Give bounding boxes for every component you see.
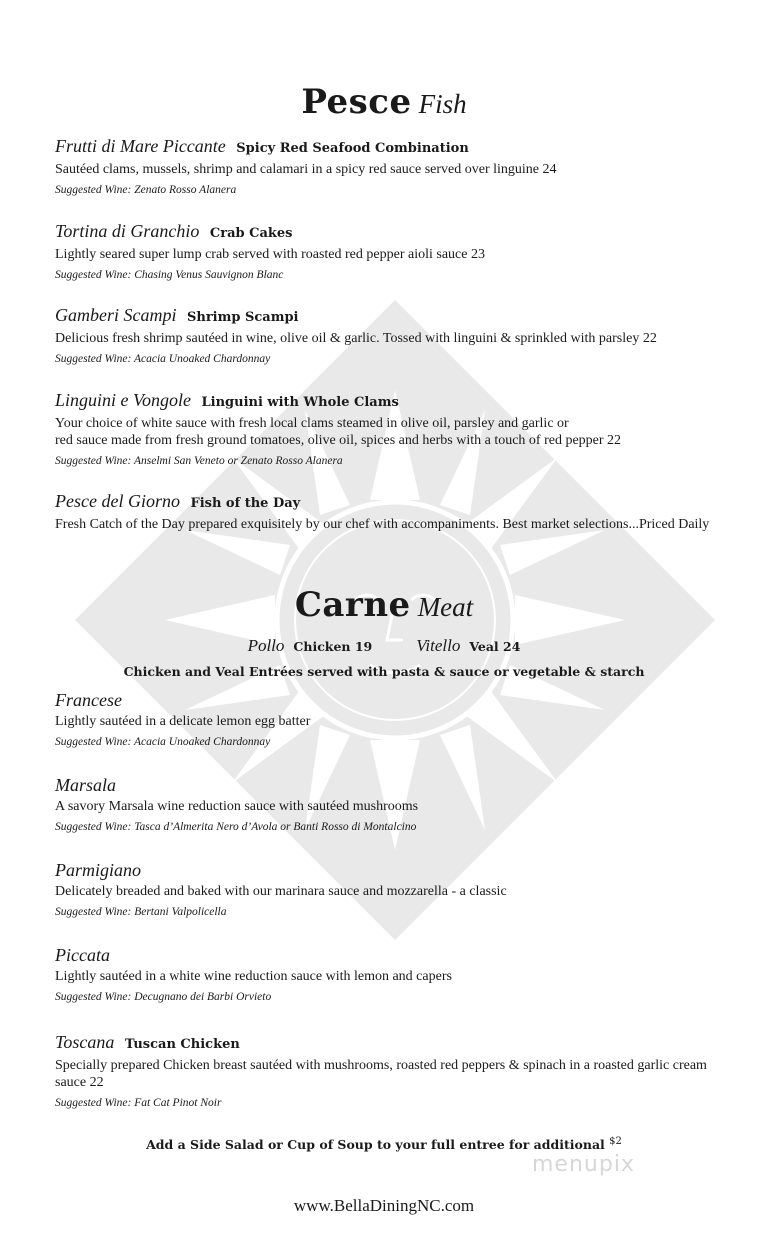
menupix-watermark: menupix bbox=[532, 1152, 635, 1177]
meat-title-english: Meat bbox=[417, 592, 474, 622]
side-salad-note bbox=[0, 1136, 768, 1152]
fish-section-title bbox=[0, 82, 768, 122]
menu-item-gamberi-scampi bbox=[55, 305, 745, 367]
vitello-label: Vitello bbox=[416, 636, 461, 655]
item-name-english: Tuscan Chicken bbox=[124, 1037, 240, 1052]
item-name-italian: Parmigiano bbox=[55, 860, 142, 880]
item-name-english: Crab Cakes bbox=[209, 226, 293, 241]
suggested-wine: Suggested Wine: Tasca d’Almerita Nero d’Avola or Banti Rosso di Montalcino bbox=[55, 821, 417, 833]
suggested-wine: Suggested Wine: Acacia Unoaked Chardonnay bbox=[55, 353, 271, 365]
suggested-wine: Suggested Wine: Zenato Rosso Alanera bbox=[55, 184, 237, 196]
item-name-english: Fish of the Day bbox=[190, 496, 301, 511]
item-description-line: red sauce made from fresh ground tomatoes, olive oil, spices and herbs with a touch of red pepper 22 bbox=[55, 433, 622, 448]
item-name-italian: Tortina di Granchio bbox=[55, 221, 200, 241]
item-name-italian: Marsala bbox=[55, 775, 117, 795]
meat-section-title bbox=[0, 585, 768, 625]
menu-item-tortina-di-granchio bbox=[55, 221, 745, 283]
suggested-wine: Suggested Wine: Chasing Venus Sauvignon Blanc bbox=[55, 269, 284, 281]
suggested-wine: Suggested Wine: Anselmi San Veneto or Zenato Rosso Alanera bbox=[55, 455, 343, 467]
menu-item-toscana bbox=[55, 1032, 727, 1111]
menu-item-frutti-di-mare bbox=[55, 136, 745, 198]
suggested-wine: Suggested Wine: Decugnano dei Barbi Orvieto bbox=[55, 991, 272, 1003]
menu-item-piccata bbox=[55, 945, 745, 1005]
item-name-italian: Piccata bbox=[55, 945, 110, 965]
vitello-price: Veal 24 bbox=[469, 639, 521, 654]
suggested-wine: Suggested Wine: Fat Cat Pinot Noir bbox=[55, 1097, 222, 1109]
item-description: Lightly sautéed in a white wine reduction sauce with lemon and capers bbox=[55, 969, 452, 984]
menu-item-parmigiano bbox=[55, 860, 745, 920]
item-name-italian: Pesce del Giorno bbox=[55, 491, 180, 511]
meat-price-line bbox=[0, 636, 768, 656]
item-description: A savory Marsala wine reduction sauce with sautéed mushrooms bbox=[55, 799, 419, 814]
item-name-italian: Frutti di Mare Piccante bbox=[55, 136, 226, 156]
item-description: Lightly seared super lump crab served with roasted red pepper aioli sauce 23 bbox=[55, 247, 485, 262]
item-name-english: Linguini with Whole Clams bbox=[201, 395, 399, 410]
website-url[interactable]: www.BellaDiningNC.com bbox=[293, 1196, 475, 1215]
side-salad-note-text: Add a Side Salad or Cup of Soup to your full entree for additional bbox=[146, 1137, 605, 1153]
item-name-italian: Linguini e Vongole bbox=[55, 390, 191, 410]
fish-title-italian: Pesce bbox=[301, 82, 412, 122]
item-name-italian: Toscana bbox=[55, 1032, 115, 1052]
suggested-wine: Suggested Wine: Acacia Unoaked Chardonnay bbox=[55, 736, 271, 748]
menu-item-francese bbox=[55, 690, 745, 750]
item-name-italian: Gamberi Scampi bbox=[55, 305, 177, 325]
item-description: Lightly sautéed in a delicate lemon egg batter bbox=[55, 714, 311, 729]
suggested-wine: Suggested Wine: Bertani Valpolicella bbox=[55, 906, 227, 918]
menu-item-linguini-e-vongole bbox=[55, 390, 745, 469]
item-description-line: Your choice of white sauce with fresh local clams steamed in olive oil, parsley and garlic or bbox=[55, 416, 569, 431]
item-name-english: Shrimp Scampi bbox=[186, 310, 299, 325]
menu-item-marsala bbox=[55, 775, 745, 835]
item-name-italian: Francese bbox=[55, 690, 122, 710]
menu-item-pesce-del-giorno bbox=[55, 491, 745, 533]
item-description: Sautéed clams, mussels, shrimp and calamari in a spicy red sauce served over linguine 24 bbox=[55, 162, 557, 177]
item-description: Fresh Catch of the Day prepared exquisitely by our chef with accompaniments. Best market selections...Priced Daily bbox=[55, 517, 710, 532]
side-salad-price: $2 bbox=[609, 1136, 622, 1147]
meat-title-italian: Carne bbox=[294, 585, 411, 625]
item-description: Delicately breaded and baked with our marinara sauce and mozzarella - a classic bbox=[55, 884, 507, 899]
item-description: Delicious fresh shrimp sautéed in wine, olive oil & garlic. Tossed with linguini & sprinkled with parsley 22 bbox=[55, 331, 657, 346]
meat-entree-note: Chicken and Veal Entrées served with pasta & sauce or vegetable & starch bbox=[123, 664, 645, 679]
item-description: Specially prepared Chicken breast sautéed with mushrooms, roasted red peppers & spinach in a roasted garlic cream sauce 22 bbox=[55, 1058, 707, 1090]
pollo-price: Chicken 19 bbox=[293, 639, 373, 654]
pollo-label: Pollo bbox=[247, 636, 285, 655]
fish-title-english: Fish bbox=[418, 89, 467, 119]
item-name-english: Spicy Red Seafood Combination bbox=[236, 141, 469, 156]
